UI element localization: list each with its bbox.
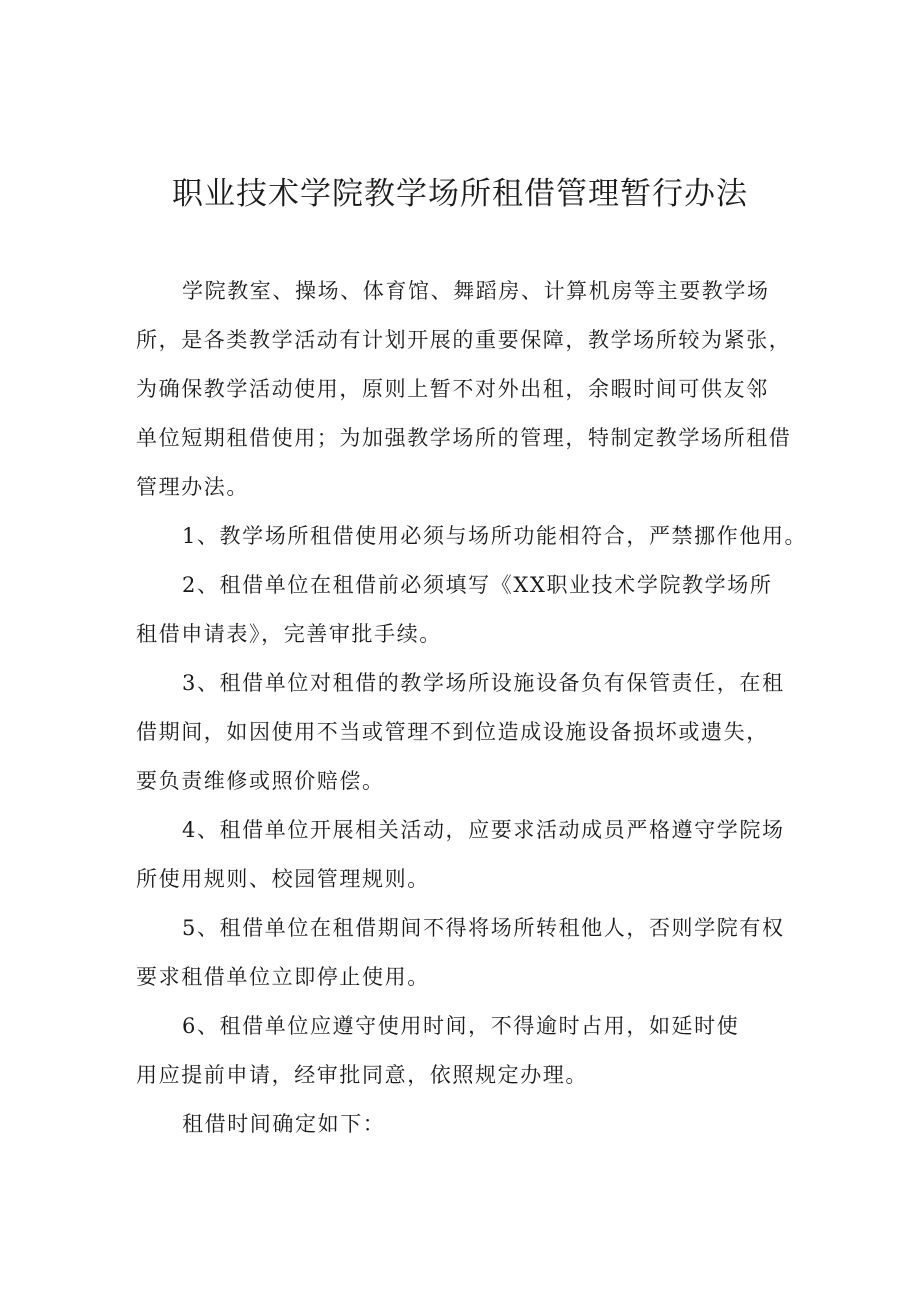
intro-line-5: 管理办法。: [136, 475, 249, 499]
intro-line-2: 所，是各类教学活动有计划开展的重要保障，教学场所较为紧张，: [136, 328, 792, 352]
clause-2-line-1: 2、租借单位在租借前必须填写《XX职业技术学院教学场所: [182, 573, 773, 597]
intro-line-4: 单位短期租借使用；为加强教学场所的管理，特制定教学场所租借: [136, 426, 792, 450]
clause-5-line-1: 5、租借单位在租借期间不得将场所转租他人，否则学院有权: [182, 916, 785, 940]
clause-4-line-1: 4、租借单位开展相关活动，应要求活动成员严格遵守学院场: [182, 818, 785, 842]
schedule-intro: 租借时间确定如下：: [182, 1112, 386, 1136]
clause-6-line-1: 6、租借单位应遵守使用时间，不得逾时占用，如延时使: [182, 1014, 740, 1038]
intro-line-3: 为确保教学活动使用，原则上暂不对外出租，余暇时间可供友邻: [136, 377, 769, 401]
clause-3-line-3: 要负责维修或照价赔偿。: [136, 769, 385, 793]
document-title: 职业技术学院教学场所租借管理暂行办法: [172, 176, 748, 212]
clause-1-line-1: 1、教学场所租借使用必须与场所功能相符合，严禁挪作他用。: [182, 524, 808, 548]
clause-6-line-2: 用应提前申请，经审批同意，依照规定办理。: [136, 1063, 588, 1087]
clause-5-line-2: 要求租借单位立即停止使用。: [136, 965, 430, 989]
clause-3-line-2: 借期间，如因使用不当或管理不到位造成设施设备损坏或遗失，: [136, 720, 769, 744]
clause-3-line-1: 3、租借单位对租借的教学场所设施设备负有保管责任，在租: [182, 671, 785, 695]
clause-2-line-2: 租借申请表》，完善审批手续。: [136, 622, 442, 646]
clause-4-line-2: 所使用规则、校园管理规则。: [136, 867, 430, 891]
intro-line-1: 学院教室、操场、体育馆、舞蹈房、计算机房等主要教学场: [182, 279, 770, 303]
